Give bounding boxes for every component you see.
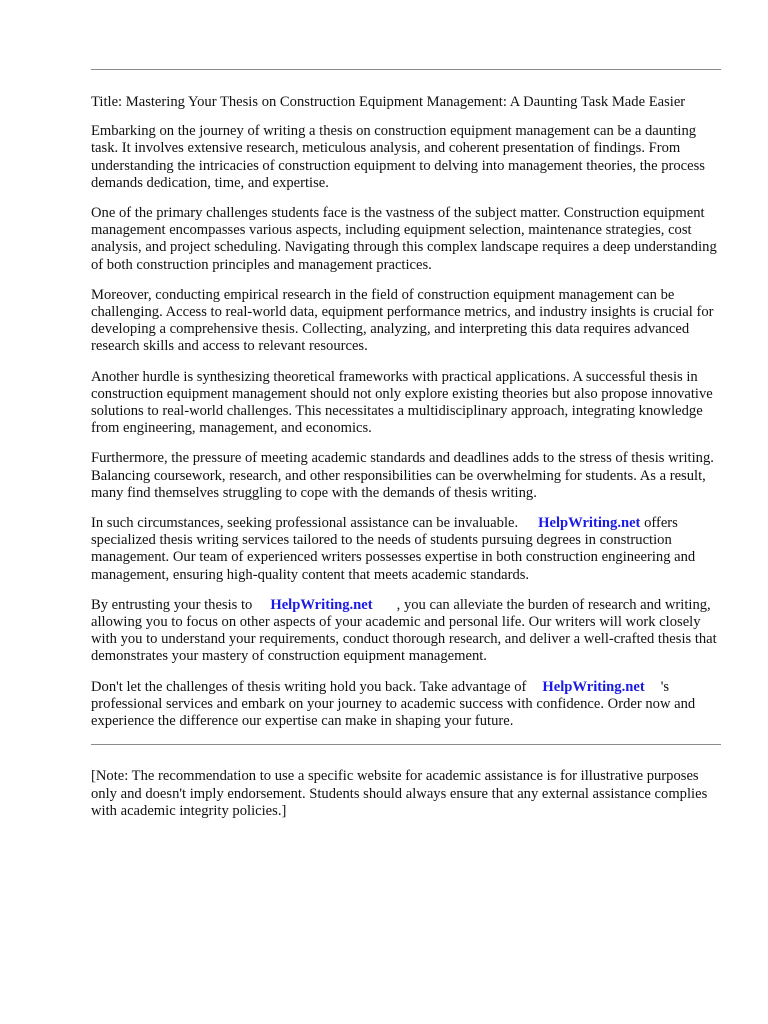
document-page [91, 0, 721, 820]
top-divider [91, 69, 721, 70]
bottom-divider [91, 744, 721, 745]
paragraph-research: Moreover, conducting empirical research in the field of construction equipment management can be challenging. Access to real-world data, equipment performance metrics, and industry insights is crucial for developing a comprehensive thesis. Collecting, analyzing, and interpreting this data requires advanced research skills and access to relevant resources. [91, 286, 714, 355]
paragraph-frameworks: Another hurdle is synthesizing theoretical frameworks with practical applications. A successful thesis in construction equipment management should not only explore existing theories but also propose innovative solutions to real-world challenges. This necessitates a multidisciplinary approach, integrating knowledge from engineering, management, and economics. [91, 368, 713, 437]
helpwriting-link[interactable]: HelpWriting.net [270, 596, 373, 613]
entrust-text-before: By entrusting your thesis to [91, 596, 253, 613]
entrust-text-after: , you can alleviate the burden of research and writing, allowing you to focus on other aspects of your academic and personal life. Our writers will work closely with you to understand your requirements, conduct thorough research, and deliver a well-crafted thesis that demonstrates your mastery of construction equipment management. [91, 596, 717, 665]
paragraph-entrust [91, 597, 721, 666]
helpwriting-link[interactable]: HelpWriting.net [542, 678, 645, 695]
paragraph-assistance [91, 515, 721, 584]
assistance-text-after: offers specialized thesis writing services tailored to the needs of students pursuing degrees in construction management. Our team of experienced writers possesses expertise in both construction engineering and management, ensuring high-quality content that meets academic standards. [91, 515, 696, 583]
paragraph-pressure: Furthermore, the pressure of meeting academic standards and deadlines adds to the stress of thesis writing. Balancing coursework, research, and other responsibilities can be overwhelming for students. As a result, many find themselves struggling to cope with the demands of thesis writing. [91, 450, 714, 501]
paragraph-closing [91, 679, 721, 731]
assistance-text-before: In such circumstances, seeking professional assistance can be invaluable. [91, 515, 519, 532]
document-title: Title: Mastering Your Thesis on Construction Equipment Management: A Daunting Task Made Easier [91, 94, 686, 110]
helpwriting-link[interactable]: HelpWriting.net [538, 515, 641, 532]
paragraph-challenges: One of the primary challenges students face is the vastness of the subject matter. Construction equipment management encompasses various aspects, including equipment selection, maintenance strategies, cost analysis, and project scheduling. Navigating through this complex landscape requires a deep understanding of both construction principles and management practices. [91, 205, 717, 273]
closing-text-before: Don't let the challenges of thesis writing hold you back. Take advantage of [91, 678, 527, 695]
closing-text-after: 's professional services and embark on your journey to academic success with confidence. Order now and experience the difference our expertise can make in shaping your future. [91, 678, 696, 730]
disclaimer-note: [Note: The recommendation to use a specific website for academic assistance is for illustrative purposes only and doesn't imply endorsement. Students should always ensure that any external assistance complies with academic integrity policies.] [91, 768, 708, 819]
paragraph-intro: Embarking on the journey of writing a thesis on construction equipment management can be a daunting task. It involves extensive research, meticulous analysis, and coherent presentation of findings. From understanding the intricacies of construction equipment to delving into management theories, the process demands dedication, time, and expertise. [91, 123, 705, 191]
